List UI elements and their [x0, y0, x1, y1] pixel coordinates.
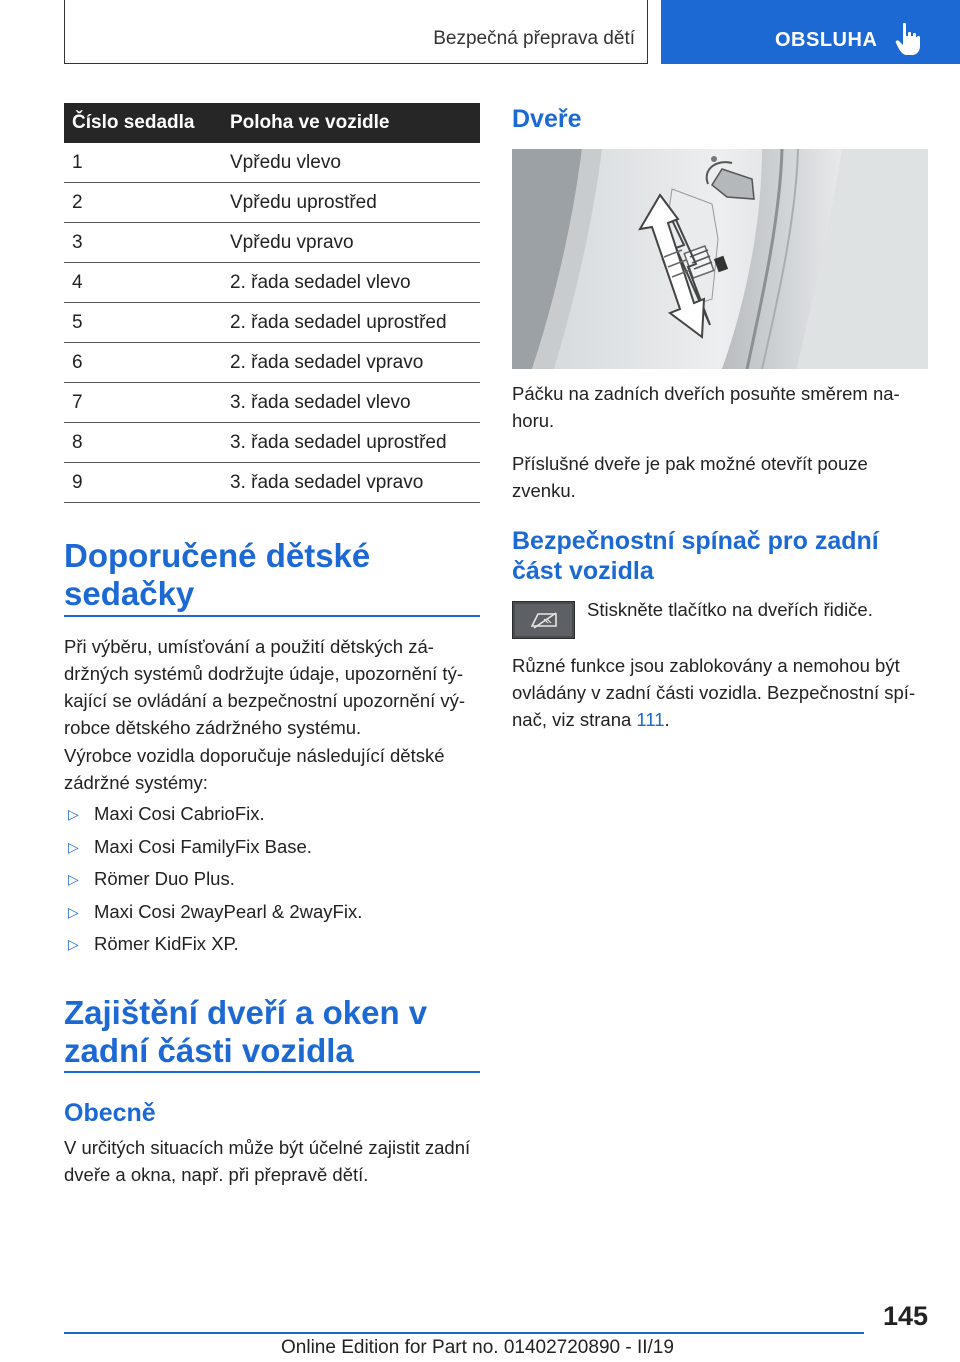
seat-position: Vpředu vpravo: [224, 223, 480, 263]
table-row: [64, 383, 480, 423]
list-item-label: Maxi Cosi FamilyFix Base.: [94, 835, 312, 857]
general-paragraph: [64, 1134, 470, 1188]
text-line: držných systémů dodržujte údaje, upozornění tý‐: [64, 663, 463, 684]
list-item: [64, 928, 362, 961]
list-item: [64, 863, 362, 896]
page-number: 145: [882, 1301, 928, 1331]
text-line: zádržné systémy:: [64, 772, 208, 793]
seat-number: 5: [64, 303, 224, 343]
subsection-title-doors: Dveře: [512, 105, 582, 133]
recommended-seats-list: [64, 798, 362, 961]
text-line: V určitých situacích může být účelné zajistit zadní: [64, 1137, 471, 1158]
table-row: [64, 343, 480, 383]
seat-position: 2. řada sedadel vlevo: [224, 263, 480, 303]
doors-instruction-paragraph: [512, 380, 900, 434]
seat-position: 3. řada sedadel uprostřed: [224, 423, 480, 463]
triangle-bullet-icon: ▷: [68, 903, 79, 920]
seat-number: 8: [64, 423, 224, 463]
footer-divider: [64, 1332, 864, 1334]
list-item: [64, 831, 362, 864]
triangle-bullet-icon: ▷: [68, 838, 79, 855]
section-label: OBSLUHA: [775, 29, 878, 51]
text-line: Páčku na zadních dveřích posuňte směrem na‐: [512, 383, 900, 404]
list-item-label: Römer Duo Plus.: [94, 868, 235, 889]
seat-number: 4: [64, 263, 224, 303]
table-row: [64, 303, 480, 343]
seat-number: 9: [64, 463, 224, 503]
text-line: zvenku.: [512, 480, 576, 501]
seat-position: 2. řada sedadel uprostřed: [224, 303, 480, 343]
title-line: Doporučené dětské: [64, 537, 371, 574]
window-lock-button-icon: [512, 601, 575, 639]
section-divider: [64, 615, 480, 617]
table-row: [64, 263, 480, 303]
text-line: robce dětského zádržného systému.: [64, 717, 362, 738]
text-line: Při výběru, umísťování a použití dětských zá‐: [64, 636, 434, 657]
seat-number: 1: [64, 143, 224, 183]
title-line: sedačky: [64, 575, 195, 612]
table-row: [64, 143, 480, 183]
list-item-label: Maxi Cosi CabrioFix.: [94, 803, 265, 824]
table-row: [64, 223, 480, 263]
triangle-bullet-icon: ▷: [68, 936, 79, 952]
table-row: [64, 423, 480, 463]
text-line: Různé funkce jsou zablokovány a nemohou být: [512, 655, 900, 676]
pointing-hand-icon: [895, 22, 921, 56]
seat-position: 3. řada sedadel vlevo: [224, 383, 480, 423]
door-lock-lever-illustration: [512, 149, 928, 369]
title-line: zadní části vozidla: [64, 1032, 354, 1069]
seat-number: 3: [64, 223, 224, 263]
text-line: Výrobce vozidla doporučuje následující dětské: [64, 745, 445, 766]
seat-number: 2: [64, 183, 224, 223]
triangle-bullet-icon: ▷: [68, 806, 79, 822]
text-line: Příslušné dveře je pak možné otevřít pouze: [512, 453, 868, 474]
recommended-systems-paragraph: [64, 742, 445, 796]
text-line: dveře a okna, např. při přepravě dětí.: [64, 1164, 369, 1185]
seat-position: 3. řada sedadel vpravo: [224, 463, 480, 503]
triangle-bullet-icon: ▷: [68, 871, 79, 887]
seat-position: 2. řada sedadel vpravo: [224, 343, 480, 383]
seat-number: 7: [64, 383, 224, 423]
list-item: [64, 798, 362, 831]
list-item: [64, 896, 362, 929]
title-line: část vozidla: [512, 557, 654, 585]
text-line: kající se ovládání a bezpečnostní upozornění vý‐: [64, 690, 466, 711]
text-line: nač, viz strana: [512, 709, 637, 730]
list-item-label: Maxi Cosi 2wayPearl & 2wayFix.: [94, 900, 363, 922]
table-header-row: [64, 103, 480, 143]
safety-switch-instruction: Stiskněte tlačítko na dveřích řidiče.: [587, 599, 873, 620]
seat-position: Vpředu vlevo: [224, 143, 480, 183]
table-row: [64, 183, 480, 223]
list-item-label: Römer KidFix XP.: [94, 933, 239, 954]
page-reference-link[interactable]: 111: [636, 709, 665, 730]
seat-number: 6: [64, 343, 224, 383]
section-tab[interactable]: [661, 0, 960, 64]
breadcrumb[interactable]: Bezpečná přeprava dětí: [433, 28, 635, 49]
seat-position-table: [64, 103, 480, 503]
column-header: Poloha ve vozidle: [224, 103, 480, 143]
safety-switch-paragraph: [512, 652, 915, 733]
title-line: Bezpečnostní spínač pro zadní: [512, 527, 879, 555]
text-line: horu.: [512, 410, 555, 431]
section-title-securing: [64, 994, 480, 1070]
section-title-recommended: [64, 537, 480, 613]
subsection-title-safety-switch: [512, 526, 879, 586]
subsection-title-general: Obecně: [64, 1099, 156, 1127]
recommended-intro-paragraph: [64, 633, 465, 741]
edition-footer: Online Edition for Part no. 01402720890 - II/19: [281, 1337, 674, 1358]
column-header: Číslo sedadla: [64, 103, 224, 143]
doors-result-paragraph: [512, 450, 868, 504]
section-divider: [64, 1071, 480, 1073]
seat-position: Vpředu uprostřed: [224, 183, 480, 223]
text-line: ovládány v zadní části vozidla. Bezpečnostní spí‐: [512, 682, 916, 703]
table-row: [64, 463, 480, 503]
text-line: .: [664, 709, 670, 730]
title-line: Zajištění dveří a oken v: [64, 994, 428, 1031]
header-breadcrumb-box: [64, 0, 648, 64]
